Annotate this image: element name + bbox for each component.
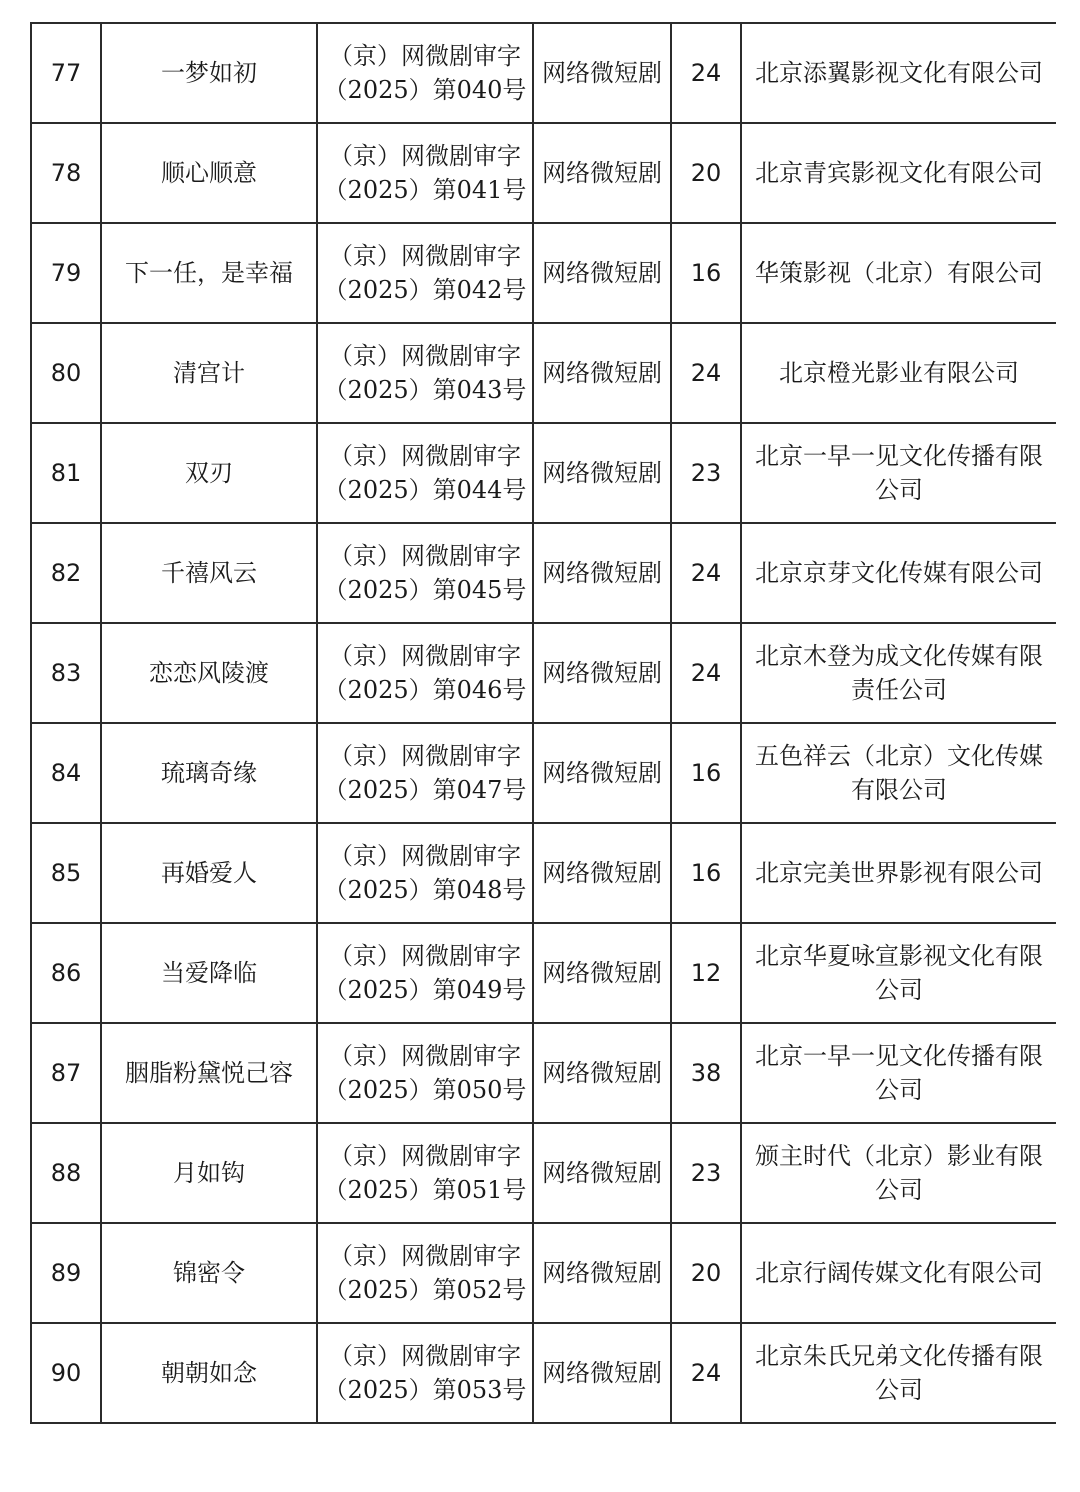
license-line-1: （京）网微剧审字 — [329, 442, 521, 470]
license-line-2: （2025）第040号 — [323, 76, 527, 104]
license-line-2: （2025）第045号 — [323, 576, 527, 604]
drama-type: 网络微短剧 — [533, 1323, 671, 1423]
license-number — [317, 1023, 533, 1123]
license-line-2: （2025）第051号 — [323, 1176, 527, 1204]
table-row — [31, 823, 1056, 923]
drama-title: 朝朝如念 — [101, 1323, 317, 1423]
row-number: 79 — [31, 223, 101, 323]
license-line-1: （京）网微剧审字 — [329, 642, 521, 670]
license-number — [317, 1323, 533, 1423]
license-line-1: （京）网微剧审字 — [329, 1342, 521, 1370]
drama-type: 网络微短剧 — [533, 123, 671, 223]
table-row — [31, 423, 1056, 523]
license-number — [317, 523, 533, 623]
license-line-2: （2025）第053号 — [323, 1376, 527, 1404]
producer-company: 北京青宾影视文化有限公司 — [741, 123, 1056, 223]
license-line-2: （2025）第046号 — [323, 676, 527, 704]
license-number — [317, 223, 533, 323]
producer-company: 北京京芽文化传媒有限公司 — [741, 523, 1056, 623]
license-line-1: （京）网微剧审字 — [329, 842, 521, 870]
table-row — [31, 323, 1056, 423]
license-line-1: （京）网微剧审字 — [329, 342, 521, 370]
license-line-2: （2025）第041号 — [323, 176, 527, 204]
row-number: 89 — [31, 1223, 101, 1323]
table-row — [31, 923, 1056, 1023]
row-number: 85 — [31, 823, 101, 923]
table-body — [31, 23, 1056, 1423]
table-row — [31, 1323, 1056, 1423]
license-line-1: （京）网微剧审字 — [329, 1142, 521, 1170]
drama-type: 网络微短剧 — [533, 1123, 671, 1223]
producer-company: 华策影视（北京）有限公司 — [741, 223, 1056, 323]
episode-count: 16 — [671, 223, 741, 323]
row-number: 81 — [31, 423, 101, 523]
license-number — [317, 123, 533, 223]
producer-company: 五色祥云（北京）文化传媒有限公司 — [741, 723, 1056, 823]
license-line-2: （2025）第050号 — [323, 1076, 527, 1104]
episode-count: 23 — [671, 1123, 741, 1223]
drama-title: 顺心顺意 — [101, 123, 317, 223]
drama-title: 琉璃奇缘 — [101, 723, 317, 823]
table-row — [31, 623, 1056, 723]
license-number — [317, 23, 533, 123]
license-line-1: （京）网微剧审字 — [329, 142, 521, 170]
producer-company: 北京橙光影业有限公司 — [741, 323, 1056, 423]
drama-type: 网络微短剧 — [533, 23, 671, 123]
row-number: 82 — [31, 523, 101, 623]
license-line-2: （2025）第044号 — [323, 476, 527, 504]
drama-type: 网络微短剧 — [533, 1223, 671, 1323]
table-row — [31, 1223, 1056, 1323]
table-row — [31, 1023, 1056, 1123]
license-line-1: （京）网微剧审字 — [329, 42, 521, 70]
episode-count: 20 — [671, 123, 741, 223]
row-number: 84 — [31, 723, 101, 823]
drama-title: 下一任，是幸福 — [101, 223, 317, 323]
drama-type: 网络微短剧 — [533, 323, 671, 423]
license-line-1: （京）网微剧审字 — [329, 1242, 521, 1270]
drama-title: 双刃 — [101, 423, 317, 523]
producer-company: 北京完美世界影视有限公司 — [741, 823, 1056, 923]
drama-title: 清宫计 — [101, 323, 317, 423]
episode-count: 24 — [671, 523, 741, 623]
drama-type: 网络微短剧 — [533, 623, 671, 723]
drama-title: 胭脂粉黛悦己容 — [101, 1023, 317, 1123]
license-number — [317, 923, 533, 1023]
license-number — [317, 323, 533, 423]
row-number: 87 — [31, 1023, 101, 1123]
table-row — [31, 523, 1056, 623]
license-line-1: （京）网微剧审字 — [329, 1042, 521, 1070]
license-line-2: （2025）第049号 — [323, 976, 527, 1004]
license-line-2: （2025）第042号 — [323, 276, 527, 304]
license-number — [317, 1223, 533, 1323]
row-number: 78 — [31, 123, 101, 223]
document-page — [30, 22, 1056, 1486]
episode-count: 12 — [671, 923, 741, 1023]
row-number: 88 — [31, 1123, 101, 1223]
row-number: 83 — [31, 623, 101, 723]
license-number — [317, 1123, 533, 1223]
producer-company: 北京华夏咏宣影视文化有限公司 — [741, 923, 1056, 1023]
drama-type: 网络微短剧 — [533, 523, 671, 623]
license-number — [317, 823, 533, 923]
table-row — [31, 1123, 1056, 1223]
drama-type: 网络微短剧 — [533, 1023, 671, 1123]
table-row — [31, 23, 1056, 123]
episode-count: 38 — [671, 1023, 741, 1123]
license-line-2: （2025）第052号 — [323, 1276, 527, 1304]
license-line-2: （2025）第048号 — [323, 876, 527, 904]
episode-count: 16 — [671, 723, 741, 823]
producer-company: 北京木登为成文化传媒有限责任公司 — [741, 623, 1056, 723]
drama-type: 网络微短剧 — [533, 423, 671, 523]
producer-company: 北京一早一见文化传播有限公司 — [741, 423, 1056, 523]
producer-company: 北京一早一见文化传播有限公司 — [741, 1023, 1056, 1123]
producer-company: 北京行阔传媒文化有限公司 — [741, 1223, 1056, 1323]
drama-title: 锦密令 — [101, 1223, 317, 1323]
drama-title: 再婚爱人 — [101, 823, 317, 923]
drama-registry-table — [30, 22, 1056, 1424]
episode-count: 24 — [671, 623, 741, 723]
drama-title: 一梦如初 — [101, 23, 317, 123]
license-line-1: （京）网微剧审字 — [329, 942, 521, 970]
episode-count: 16 — [671, 823, 741, 923]
license-line-2: （2025）第043号 — [323, 376, 527, 404]
producer-company: 北京添翼影视文化有限公司 — [741, 23, 1056, 123]
table-row — [31, 723, 1056, 823]
episode-count: 24 — [671, 1323, 741, 1423]
drama-type: 网络微短剧 — [533, 923, 671, 1023]
producer-company: 北京朱氏兄弟文化传播有限公司 — [741, 1323, 1056, 1423]
drama-type: 网络微短剧 — [533, 723, 671, 823]
row-number: 80 — [31, 323, 101, 423]
drama-title: 恋恋风陵渡 — [101, 623, 317, 723]
drama-title: 千禧风云 — [101, 523, 317, 623]
episode-count: 24 — [671, 23, 741, 123]
license-line-1: （京）网微剧审字 — [329, 242, 521, 270]
episode-count: 24 — [671, 323, 741, 423]
drama-type: 网络微短剧 — [533, 223, 671, 323]
episode-count: 20 — [671, 1223, 741, 1323]
drama-type: 网络微短剧 — [533, 823, 671, 923]
row-number: 90 — [31, 1323, 101, 1423]
row-number: 86 — [31, 923, 101, 1023]
table-row — [31, 223, 1056, 323]
license-line-2: （2025）第047号 — [323, 776, 527, 804]
license-number — [317, 423, 533, 523]
license-line-1: （京）网微剧审字 — [329, 742, 521, 770]
license-number — [317, 623, 533, 723]
license-line-1: （京）网微剧审字 — [329, 542, 521, 570]
episode-count: 23 — [671, 423, 741, 523]
drama-title: 当爱降临 — [101, 923, 317, 1023]
row-number: 77 — [31, 23, 101, 123]
license-number — [317, 723, 533, 823]
producer-company: 颁主时代（北京）影业有限公司 — [741, 1123, 1056, 1223]
table-row — [31, 123, 1056, 223]
drama-title: 月如钩 — [101, 1123, 317, 1223]
